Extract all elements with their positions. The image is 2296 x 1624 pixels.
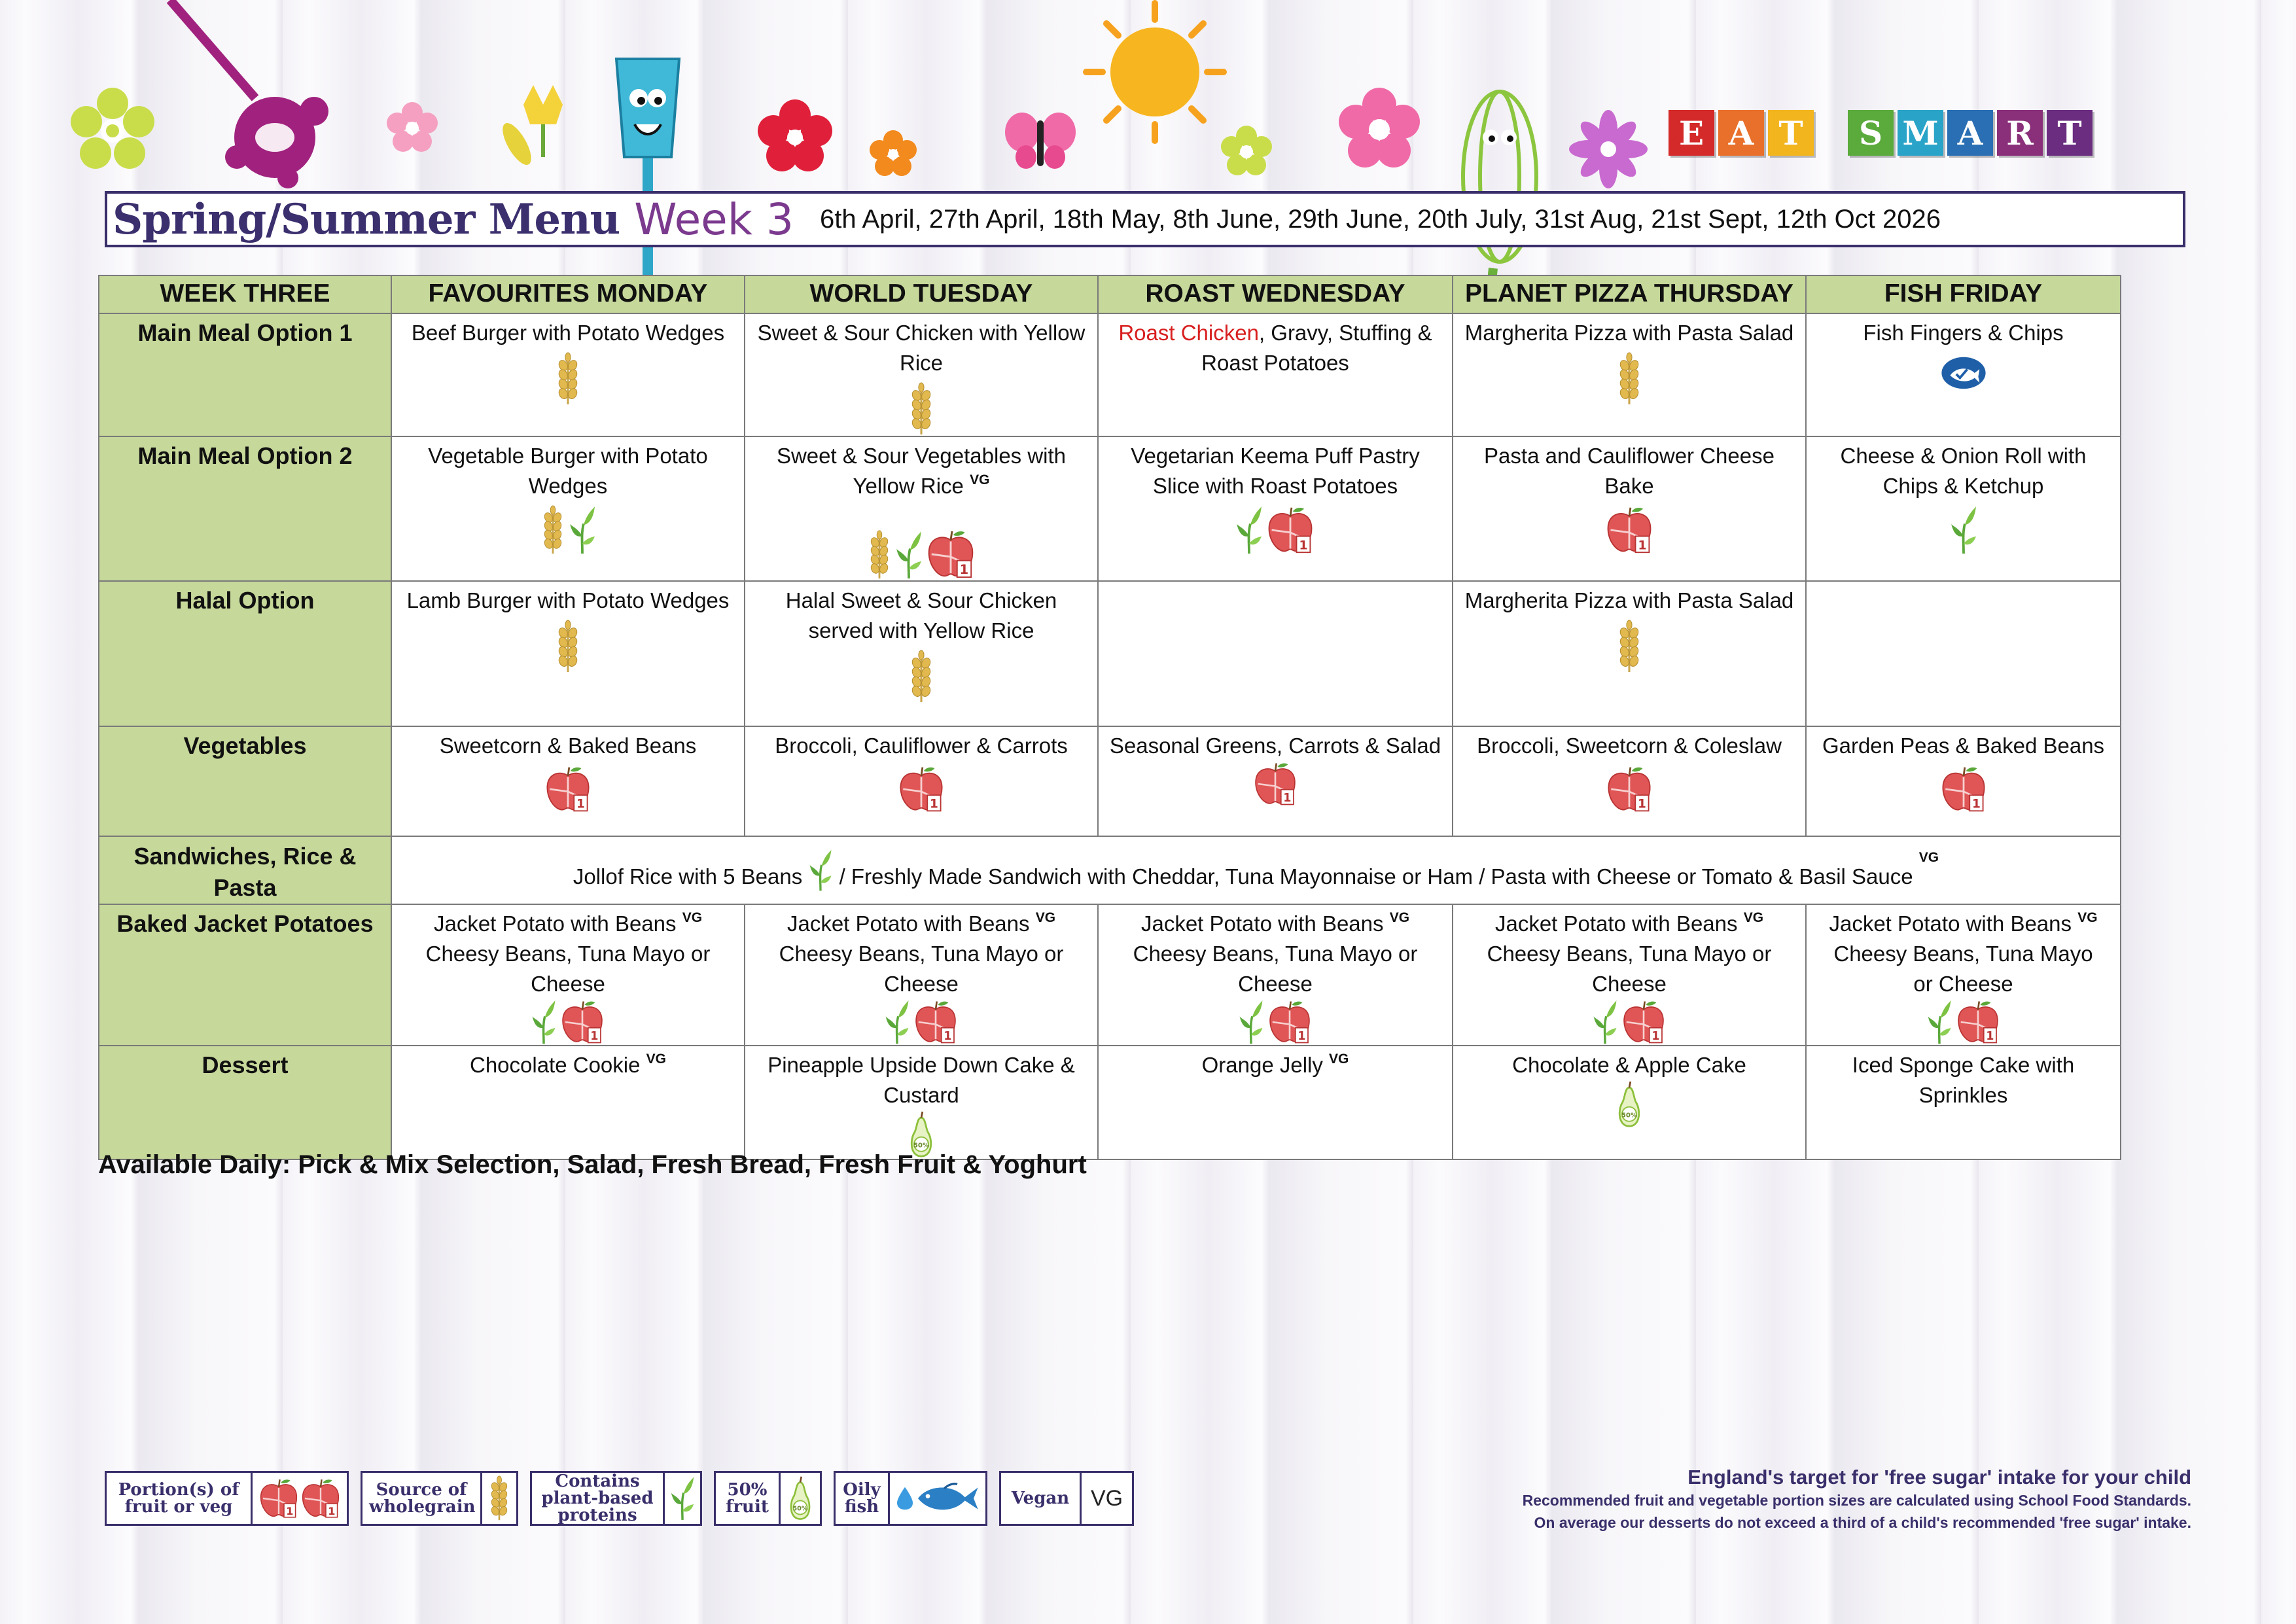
dish-text: / Freshly Made Sandwich with Cheddar, Tuna Mayonnaise or Ham / Pasta with Cheese or Tomato & Basil Sauce (839, 864, 1913, 889)
legend-icon-box (888, 1473, 985, 1524)
menu-cell (391, 313, 745, 436)
dish-line: Orange Jelly (1201, 1053, 1323, 1077)
fruit-veg-portion-icon (1939, 765, 1988, 813)
vegan-mark: VG (1918, 850, 1939, 865)
row-label: Vegetables (99, 726, 391, 836)
dish-text: Iced Sponge Cake with Sprinkles (1852, 1053, 2075, 1107)
dish-text-main: Sweet & Sour Vegetables with Yellow Rice (776, 444, 1067, 498)
dish-text: Garden Peas & Baked Beans (1822, 733, 2105, 758)
wholegrain-icon (1615, 352, 1644, 406)
legend-wholegrain (361, 1471, 518, 1526)
fruit-veg-half-portion-icon (300, 1477, 342, 1519)
menu-table (98, 275, 2121, 1160)
menu-cell (391, 436, 745, 581)
plant-protein-icon (1950, 505, 1977, 555)
plant-protein-icon (1235, 505, 1263, 555)
legend-plant-protein (530, 1471, 702, 1526)
note-line: On average our desserts do not exceed a third of a child's recommended 'free sugar' intake. (1534, 1514, 2191, 1531)
row-label: Main Meal Option 1 (99, 313, 391, 436)
legend-icon-box (251, 1473, 347, 1524)
legend-label: Vegan (1011, 1489, 1070, 1508)
week-label: Week 3 (634, 194, 794, 245)
menu-cell (1453, 904, 1806, 1046)
plant-protein-icon (531, 999, 557, 1045)
plant-protein-icon (884, 999, 910, 1045)
highlight-dish: Roast Chicken (1118, 321, 1259, 345)
dish-text (1460, 909, 1799, 939)
menu-cell-empty (1098, 581, 1453, 726)
brand-letter: A (1718, 110, 1764, 156)
dish-text (1105, 909, 1445, 939)
dish-text: Cheese & Onion Roll with Chips & Ketchup (1840, 444, 2087, 498)
menu-cell (1098, 1046, 1453, 1159)
menu-cell (745, 904, 1098, 1046)
plant-protein-icon (569, 505, 596, 555)
fruit-veg-portion-icon (1604, 505, 1654, 555)
dish-line: Jacket Potato with Beans (1140, 911, 1384, 936)
day-header: PLANET PIZZA THURSDAY (1453, 275, 1806, 313)
dish-text: Fish Fingers & Chips (1863, 321, 2064, 345)
menu-cell (1806, 904, 2121, 1046)
plant-protein-icon (1238, 999, 1264, 1045)
icon-legend (105, 1471, 1134, 1526)
dish-text: Halal Sweet & Sour Chicken served with Yellow Rice (785, 588, 1057, 643)
vegan-mark: VG (2077, 910, 2098, 925)
vegan-mark: VG (1389, 910, 1410, 925)
menu-cell (1098, 313, 1453, 436)
legend-icon-box (663, 1473, 700, 1524)
day-header: WORLD TUESDAY (745, 275, 1098, 313)
menu-cell-empty (1806, 581, 2121, 726)
brand-letter: E (1669, 110, 1714, 156)
plant-protein-icon (670, 1475, 695, 1521)
plant-protein-icon (1926, 999, 1952, 1045)
day-header: ROAST WEDNESDAY (1098, 275, 1453, 313)
dish-text (398, 909, 737, 939)
dish-text (1105, 1050, 1445, 1080)
menu-cell (1453, 726, 1806, 836)
table-row (99, 726, 2121, 836)
menu-cell (745, 313, 1098, 436)
fruit-veg-portion-icon (1955, 999, 2001, 1045)
dish-text: Margherita Pizza with Pasta Salad (1464, 321, 1794, 345)
dish-text: Vegetarian Keema Puff Pastry Slice with Roast Potatoes (1131, 444, 1420, 498)
legend-label: Contains plant-based proteins (541, 1472, 654, 1525)
menu-cell (1806, 313, 2121, 436)
fruit-veg-portion-icon (1265, 505, 1315, 555)
row-label: Baked Jacket Potatoes (99, 904, 391, 1046)
menu-cell (745, 436, 1098, 581)
plant-protein-icon (808, 849, 833, 892)
dish-line: Jacket Potato with Beans (786, 911, 1030, 936)
half-fruit-icon (1614, 1080, 1644, 1129)
vegan-mark: VG (1091, 1485, 1123, 1511)
menu-cell (1806, 726, 2121, 836)
table-row (99, 904, 2121, 1046)
fruit-veg-portion-icon (1252, 761, 1298, 807)
dish-text: Vegetable Burger with Potato Wedges (428, 444, 708, 498)
dish-text (1813, 909, 2113, 939)
menu-cell (391, 904, 745, 1046)
dish-text: Beef Burger with Potato Wedges (411, 321, 725, 345)
dish-text: Cheesy Beans, Tuna Mayo or Cheese (1133, 942, 1418, 996)
row-label: Sandwiches, Rice & Pasta (99, 836, 391, 904)
legend-label: Portion(s) of fruit or veg (118, 1480, 239, 1517)
dish-line: Jacket Potato with Beans (1494, 911, 1738, 936)
wholegrain-icon (1615, 620, 1644, 673)
table-row (99, 836, 2121, 904)
fruit-veg-portion-icon (258, 1477, 300, 1519)
table-row (99, 313, 2121, 436)
corner-cell: WEEK THREE (99, 275, 391, 313)
brand-letter: T (2047, 110, 2093, 156)
fruit-veg-portion-icon (925, 529, 976, 580)
legend-label: 50% fruit (726, 1480, 769, 1517)
dish-text: Seasonal Greens, Carrots & Salad (1109, 733, 1441, 758)
brand-letter: T (1768, 110, 1814, 156)
legend-label: Oily fish (843, 1480, 881, 1517)
table-header-row (99, 275, 2121, 313)
menu-cell (1098, 904, 1453, 1046)
menu-cell-wide (391, 836, 2121, 904)
fruit-veg-portion-icon (559, 999, 605, 1045)
wholegrain-icon (907, 382, 936, 436)
fish-icon (915, 1482, 980, 1515)
dish-line: Jacket Potato with Beans (1829, 911, 2072, 936)
note-line: Recommended fruit and vegetable portion sizes are calculated using School Food Standards. (1522, 1492, 2191, 1509)
fruit-veg-portion-icon (897, 765, 945, 813)
dish-text (1105, 318, 1445, 378)
dish-text-rest: , Gravy, Stuffing & Roast Potatoes (1201, 321, 1432, 375)
legend-icon-box (1080, 1473, 1132, 1524)
table-row (99, 436, 2121, 581)
available-daily: Available Daily: Pick & Mix Selection, Salad, Fresh Bread, Fresh Fruit & Yoghurt (98, 1150, 1087, 1179)
legend-icon-box (480, 1473, 516, 1524)
fruit-veg-portion-icon (1605, 765, 1653, 813)
dish-text: Lamb Burger with Potato Wedges (406, 588, 730, 612)
fruit-veg-portion-icon (1267, 999, 1313, 1045)
vegan-mark: VG (970, 472, 990, 487)
dish-line: Chocolate Cookie (469, 1053, 641, 1077)
wholegrain-icon (907, 650, 936, 703)
menu-cell (391, 581, 745, 726)
table-row (99, 581, 2121, 726)
note-heading: England's target for 'free sugar' intake for your child (1687, 1466, 2191, 1489)
title-bar (105, 191, 2185, 247)
msc-fish-icon (1939, 355, 1988, 391)
legend-fruit-veg (105, 1471, 349, 1526)
menu-cell (1453, 581, 1806, 726)
plant-protein-icon (895, 530, 923, 580)
half-fruit-icon (786, 1475, 815, 1521)
fruit-veg-portion-icon (1621, 999, 1667, 1045)
menu-cell (1453, 1046, 1806, 1159)
menu-cell (745, 726, 1098, 836)
dish-text (752, 909, 1091, 939)
dish-text: Broccoli, Sweetcorn & Coleslaw (1477, 733, 1782, 758)
row-label: Dessert (99, 1046, 391, 1159)
dish-text: Broccoli, Cauliflower & Carrots (775, 733, 1068, 758)
vegan-mark: VG (1329, 1051, 1349, 1067)
dish-text (752, 441, 1091, 501)
menu-cell (1453, 436, 1806, 581)
legend-icon-box (779, 1473, 820, 1524)
dish-text: Pineapple Upside Down Cake & Custard (768, 1053, 1075, 1107)
wholegrain-icon (540, 505, 566, 555)
wholegrain-icon (554, 620, 582, 673)
dish-line: Jacket Potato with Beans (433, 911, 677, 936)
vegan-mark: VG (1743, 910, 1764, 925)
menu-cell (1453, 313, 1806, 436)
dish-text: Cheesy Beans, Tuna Mayo or Cheese (1833, 942, 2093, 996)
day-header: FISH FRIDAY (1806, 275, 2121, 313)
menu-cell (391, 1046, 745, 1159)
dish-text: Jollof Rice with 5 Beans (573, 864, 803, 889)
vegan-mark: VG (682, 910, 703, 925)
wholegrain-icon (487, 1475, 511, 1521)
menu-cell (745, 581, 1098, 726)
fruit-veg-portion-icon (913, 999, 959, 1045)
dish-text: Chocolate & Apple Cake (1512, 1053, 1746, 1077)
dish-text: Sweetcorn & Baked Beans (439, 733, 697, 758)
menu-cell (1098, 726, 1453, 836)
dish-text: Cheesy Beans, Tuna Mayo or Cheese (1487, 942, 1772, 996)
fruit-veg-portion-icon (544, 765, 592, 813)
menu-cell (1806, 436, 2121, 581)
dish-text (398, 1050, 737, 1080)
row-label: Halal Option (99, 581, 391, 726)
legend-half-fruit (714, 1471, 822, 1526)
menu-cell (1806, 1046, 2121, 1159)
brand-letter: S (1848, 110, 1894, 156)
droplet-icon (895, 1486, 915, 1511)
row-label: Main Meal Option 2 (99, 436, 391, 581)
wholegrain-icon (866, 530, 892, 580)
menu-dates: 6th April, 27th April, 18th May, 8th June, 29th June, 20th July, 31st Aug, 21st Sept, 12th Oct 2026 (819, 204, 1941, 234)
legend-vegan (999, 1471, 1134, 1526)
dish-text: Cheesy Beans, Tuna Mayo or Cheese (425, 942, 711, 996)
sugar-note (1523, 1466, 2191, 1534)
plant-protein-icon (1592, 999, 1618, 1045)
wholegrain-icon (554, 352, 582, 406)
brand-letter: R (1997, 110, 2043, 156)
brand-letter: M (1898, 110, 1943, 156)
dish-text: Sweet & Sour Chicken with Yellow Rice (757, 321, 1086, 375)
dish-text: Cheesy Beans, Tuna Mayo or Cheese (779, 942, 1064, 996)
menu-cell (391, 726, 745, 836)
eat-smart-logo (1669, 110, 2096, 156)
table-row (99, 1046, 2121, 1159)
menu-title: Spring/Summer Menu (113, 194, 620, 244)
legend-oily-fish (834, 1471, 987, 1526)
vegan-mark: VG (646, 1051, 666, 1067)
day-header: FAVOURITES MONDAY (391, 275, 745, 313)
vegan-mark: VG (1035, 910, 1056, 925)
menu-cell (745, 1046, 1098, 1159)
dish-text: Margherita Pizza with Pasta Salad (1464, 588, 1794, 612)
legend-label: Source of wholegrain (369, 1480, 476, 1517)
dish-text: Pasta and Cauliflower Cheese Bake (1484, 444, 1775, 498)
brand-letter: A (1947, 110, 1993, 156)
menu-cell (1098, 436, 1453, 581)
